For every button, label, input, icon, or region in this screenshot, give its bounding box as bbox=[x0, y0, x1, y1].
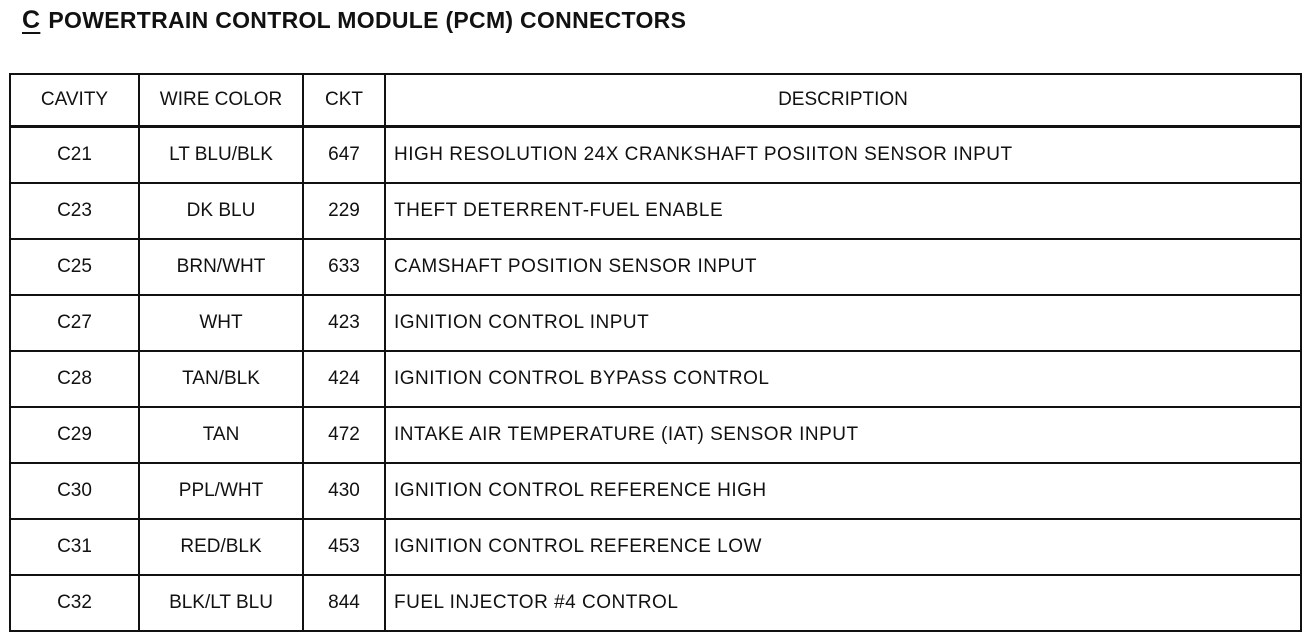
cavity-cell: C21 bbox=[10, 127, 139, 184]
wire-color-cell: DK BLU bbox=[139, 183, 303, 239]
cavity-cell: C25 bbox=[10, 239, 139, 295]
column-header-ckt: CKT bbox=[303, 74, 385, 127]
section-letter: C bbox=[22, 6, 41, 34]
ckt-cell: 472 bbox=[303, 407, 385, 463]
table-row bbox=[10, 407, 1301, 463]
wire-color-cell: WHT bbox=[139, 295, 303, 351]
wire-color-cell: PPL/WHT bbox=[139, 463, 303, 519]
description-cell: IGNITION CONTROL BYPASS CONTROL bbox=[385, 351, 1301, 407]
wire-color-cell: RED/BLK bbox=[139, 519, 303, 575]
description-cell: IGNITION CONTROL INPUT bbox=[385, 295, 1301, 351]
description-cell: THEFT DETERRENT-FUEL ENABLE bbox=[385, 183, 1301, 239]
ckt-cell: 647 bbox=[303, 127, 385, 184]
wire-color-cell: LT BLU/BLK bbox=[139, 127, 303, 184]
cavity-cell: C32 bbox=[10, 575, 139, 631]
description-cell: HIGH RESOLUTION 24X CRANKSHAFT POSIITON SENSOR INPUT bbox=[385, 127, 1301, 184]
ckt-cell: 633 bbox=[303, 239, 385, 295]
cavity-cell: C30 bbox=[10, 463, 139, 519]
description-cell: INTAKE AIR TEMPERATURE (IAT) SENSOR INPUT bbox=[385, 407, 1301, 463]
wire-color-cell: BLK/LT BLU bbox=[139, 575, 303, 631]
cavity-cell: C28 bbox=[10, 351, 139, 407]
cavity-cell: C23 bbox=[10, 183, 139, 239]
header-row bbox=[10, 74, 1301, 127]
table-row bbox=[10, 295, 1301, 351]
column-header-wire-color: WIRE COLOR bbox=[139, 74, 303, 127]
ckt-cell: 423 bbox=[303, 295, 385, 351]
ckt-cell: 229 bbox=[303, 183, 385, 239]
column-header-description: DESCRIPTION bbox=[385, 74, 1301, 127]
table-row bbox=[10, 351, 1301, 407]
description-cell: IGNITION CONTROL REFERENCE LOW bbox=[385, 519, 1301, 575]
description-cell: FUEL INJECTOR #4 CONTROL bbox=[385, 575, 1301, 631]
connector-table bbox=[9, 73, 1302, 632]
ckt-cell: 844 bbox=[303, 575, 385, 631]
description-cell: CAMSHAFT POSITION SENSOR INPUT bbox=[385, 239, 1301, 295]
ckt-cell: 424 bbox=[303, 351, 385, 407]
ckt-cell: 453 bbox=[303, 519, 385, 575]
table-row bbox=[10, 519, 1301, 575]
wire-color-cell: TAN bbox=[139, 407, 303, 463]
table-row bbox=[10, 463, 1301, 519]
cavity-cell: C29 bbox=[10, 407, 139, 463]
ckt-cell: 430 bbox=[303, 463, 385, 519]
table-row bbox=[10, 575, 1301, 631]
title-text: POWERTRAIN CONTROL MODULE (PCM) CONNECTORS bbox=[48, 7, 687, 33]
table-row bbox=[10, 183, 1301, 239]
cavity-cell: C31 bbox=[10, 519, 139, 575]
table-row bbox=[10, 127, 1301, 184]
description-cell: IGNITION CONTROL REFERENCE HIGH bbox=[385, 463, 1301, 519]
table-row bbox=[10, 239, 1301, 295]
column-header-cavity: CAVITY bbox=[10, 74, 139, 127]
wire-color-cell: BRN/WHT bbox=[139, 239, 303, 295]
page-title bbox=[22, 6, 686, 35]
cavity-cell: C27 bbox=[10, 295, 139, 351]
wire-color-cell: TAN/BLK bbox=[139, 351, 303, 407]
